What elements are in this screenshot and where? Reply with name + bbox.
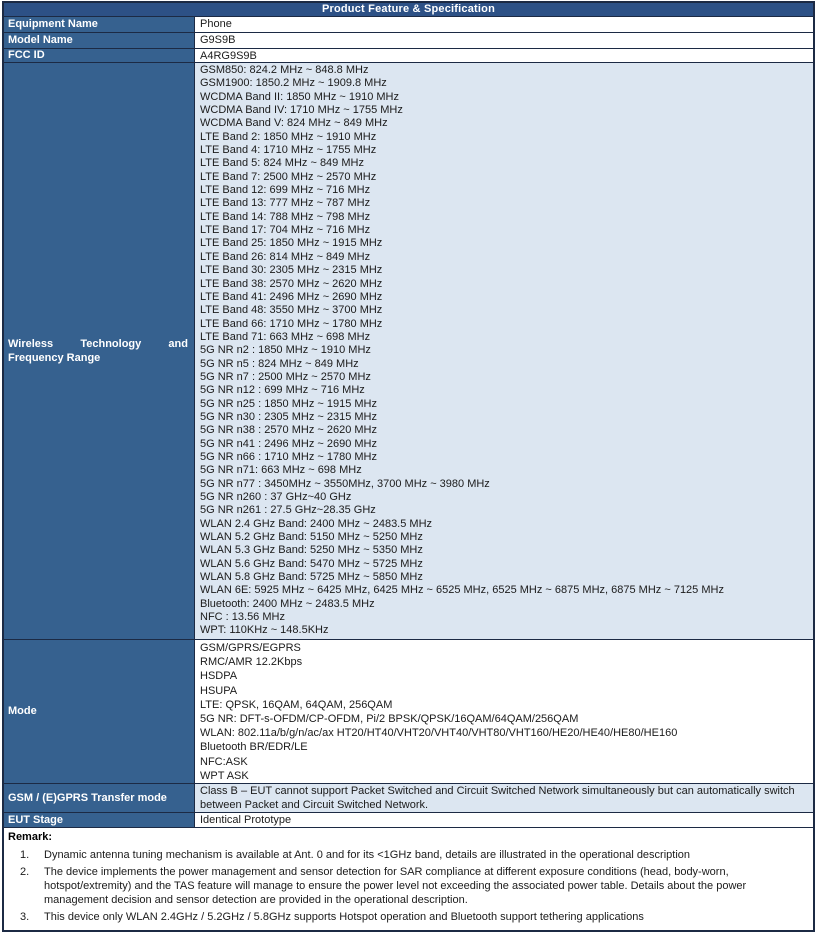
table-title: Product Feature & Specification	[4, 3, 813, 16]
frequency-range-line: 5G NR n25 : 1850 MHz ~ 1915 MHz	[200, 397, 377, 410]
frequency-range-line: 5G NR n261 : 27.5 GHz~28.35 GHz	[200, 504, 376, 517]
frequency-range-line: WPT: 110KHz ~ 148.5KHz	[200, 624, 329, 637]
mode-line: WLAN: 802.11a/b/g/n/ac/ax HT20/HT40/VHT20/VHT40/VHT80/VHT160/HE20/HE40/HE80/HE160	[200, 727, 678, 740]
frequency-range-line: 5G NR n38 : 2570 MHz ~ 2620 MHz	[200, 424, 377, 437]
table-row-equipment-name	[4, 16, 813, 32]
frequency-range-line: LTE Band 5: 824 MHz ~ 849 MHz	[200, 157, 364, 170]
frequency-range-line: WLAN 6E: 5925 MHz ~ 6425 MHz, 6425 MHz ~ 6525 MHz, 6525 MHz ~ 6875 MHz, 6875 MHz ~ 7125 MHz	[200, 584, 724, 597]
frequency-range-line: LTE Band 13: 777 MHz ~ 787 MHz	[200, 197, 371, 210]
mode-line: 5G NR: DFT-s-OFDM/CP-OFDM, Pi/2 BPSK/QPSK/16QAM/64QAM/256QAM	[200, 713, 579, 725]
frequency-range-line: 5G NR n12 : 699 MHz ~ 716 MHz	[200, 384, 365, 397]
remark-item-number: 2.	[20, 866, 30, 878]
frequency-range-line: WCDMA Band II: 1850 MHz ~ 1910 MHz	[200, 90, 399, 103]
frequency-range-line: 5G NR n2 : 1850 MHz ~ 1910 MHz	[200, 344, 371, 357]
frequency-range-line: LTE Band 2: 1850 MHz ~ 1910 MHz	[200, 130, 377, 143]
remark-item-text: The device implements the power management and sensor detection for SAR compliance at different exposure conditions (head, body-worn, hotspot/extremity) and the TAS feature will manage to ensure the power level not exceeding the associated power table. Details about the power management decision and sensor detection are provided in the operational description.	[44, 866, 747, 906]
fcc-id-label: FCC ID	[4, 49, 195, 62]
gsm-transfer-mode-label: GSM / (E)GPRS Transfer mode	[4, 784, 195, 812]
equipment-name-value: Phone	[195, 17, 813, 32]
remark-list	[8, 848, 805, 924]
frequency-range-line: 5G NR n77 : 3450MHz ~ 3550MHz, 3700 MHz ~ 3980 MHz	[200, 477, 490, 490]
remark-item-text: Dynamic antenna tuning mechanism is available at Ant. 0 and for its <1GHz band, details are illustrated in the operational description	[44, 849, 691, 861]
frequency-range-line: NFC : 13.56 MHz	[200, 611, 285, 624]
table-row-eut-stage	[4, 812, 813, 827]
remark-title: Remark:	[8, 831, 53, 843]
frequency-range-line: LTE Band 12: 699 MHz ~ 716 MHz	[200, 184, 371, 197]
frequency-range-line: 5G NR n260 : 37 GHz~40 GHz	[200, 491, 352, 503]
table-row-fcc-id	[4, 48, 813, 62]
frequency-range-line: LTE Band 25: 1850 MHz ~ 1915 MHz	[200, 237, 383, 250]
eut-stage-label: EUT Stage	[4, 813, 195, 827]
frequency-range-line: LTE Band 41: 2496 MHz ~ 2690 MHz	[200, 290, 383, 303]
frequency-range-line: LTE Band 38: 2570 MHz ~ 2620 MHz	[200, 277, 383, 290]
frequency-range-line: LTE Band 26: 814 MHz ~ 849 MHz	[200, 250, 371, 263]
frequency-range-line: GSM1900: 1850.2 MHz ~ 1909.8 MHz	[200, 77, 387, 90]
wireless-technology-label: Wireless Technology and Frequency Range	[4, 63, 195, 639]
equipment-name-label: Equipment Name	[4, 17, 195, 32]
frequency-range-line: LTE Band 4: 1710 MHz ~ 1755 MHz	[200, 144, 377, 157]
model-name-label: Model Name	[4, 33, 195, 48]
table-row-wireless-technology	[4, 62, 813, 639]
frequency-range-line: WLAN 5.6 GHz Band: 5470 MHz ~ 5725 MHz	[200, 557, 423, 570]
mode-line: WPT ASK	[200, 769, 249, 782]
frequency-range-line: 5G NR n66 : 1710 MHz ~ 1780 MHz	[200, 450, 377, 463]
mode-label: Mode	[4, 640, 195, 783]
model-name-value: G9S9B	[195, 33, 813, 48]
remark-item	[8, 848, 805, 862]
frequency-range-line: 5G NR n30 : 2305 MHz ~ 2315 MHz	[200, 410, 377, 423]
table-row-mode	[4, 639, 813, 783]
table-row-gsm-transfer-mode	[4, 783, 813, 812]
frequency-range-line: 5G NR n41 : 2496 MHz ~ 2690 MHz	[200, 437, 377, 450]
frequency-range-line: LTE Band 66: 1710 MHz ~ 1780 MHz	[200, 317, 383, 330]
frequency-range-line: WLAN 5.3 GHz Band: 5250 MHz ~ 5350 MHz	[200, 544, 423, 557]
frequency-range-line: LTE Band 7: 2500 MHz ~ 2570 MHz	[200, 170, 377, 183]
gsm-transfer-mode-value: Class B – EUT cannot support Packet Switched and Circuit Switched Network simultaneously but can automatically switch between Packet and Circuit Switched Network.	[195, 784, 813, 812]
fcc-id-value: A4RG9S9B	[195, 49, 813, 62]
remark-item	[8, 865, 805, 907]
frequency-range-line: 5G NR n71: 663 MHz ~ 698 MHz	[200, 464, 362, 477]
frequency-range-line: LTE Band 30: 2305 MHz ~ 2315 MHz	[200, 264, 383, 277]
spec-table	[2, 1, 815, 932]
frequency-range-line: 5G NR n7 : 2500 MHz ~ 2570 MHz	[200, 370, 371, 383]
mode-line: GSM/GPRS/EGPRS	[200, 641, 301, 654]
frequency-range-line: LTE Band 48: 3550 MHz ~ 3700 MHz	[200, 304, 383, 317]
remark-item-text: This device only WLAN 2.4GHz / 5.2GHz / 5.8GHz supports Hotspot operation and Bluetooth support tethering applications	[44, 911, 644, 923]
table-row-model-name	[4, 32, 813, 48]
mode-line: Bluetooth BR/EDR/LE	[200, 741, 308, 754]
mode-line: NFC:ASK	[200, 755, 248, 768]
frequency-range-line: WLAN 5.8 GHz Band: 5725 MHz ~ 5850 MHz	[200, 571, 423, 584]
frequency-range-line: Bluetooth: 2400 MHz ~ 2483.5 MHz	[200, 597, 375, 610]
frequency-range-line: LTE Band 71: 663 MHz ~ 698 MHz	[200, 330, 371, 343]
mode-line: LTE: QPSK, 16QAM, 64QAM, 256QAM	[200, 698, 393, 711]
frequency-range-line: 5G NR n5 : 824 MHz ~ 849 MHz	[200, 357, 359, 370]
frequency-range-line: WCDMA Band IV: 1710 MHz ~ 1755 MHz	[200, 104, 403, 117]
frequency-range-line: WLAN 2.4 GHz Band: 2400 MHz ~ 2483.5 MHz	[200, 517, 433, 530]
frequency-range-line: GSM850: 824.2 MHz ~ 848.8 MHz	[200, 64, 369, 76]
remark-item-number: 1.	[20, 849, 30, 861]
frequency-range-line: LTE Band 14: 788 MHz ~ 798 MHz	[200, 210, 371, 223]
mode-line: RMC/AMR 12.2Kbps	[200, 656, 303, 669]
frequency-range-line: WCDMA Band V: 824 MHz ~ 849 MHz	[200, 117, 388, 130]
mode-line: HSUPA	[200, 684, 238, 697]
mode-list	[195, 640, 813, 783]
remark-item-number: 3.	[20, 911, 30, 923]
remark-section	[4, 827, 813, 930]
eut-stage-value: Identical Prototype	[195, 813, 813, 827]
frequency-range-line: LTE Band 17: 704 MHz ~ 716 MHz	[200, 224, 371, 237]
mode-line: HSDPA	[200, 670, 238, 683]
frequency-range-line: WLAN 5.2 GHz Band: 5150 MHz ~ 5250 MHz	[200, 531, 423, 544]
remark-item	[8, 910, 805, 924]
wireless-frequency-list	[195, 63, 813, 639]
